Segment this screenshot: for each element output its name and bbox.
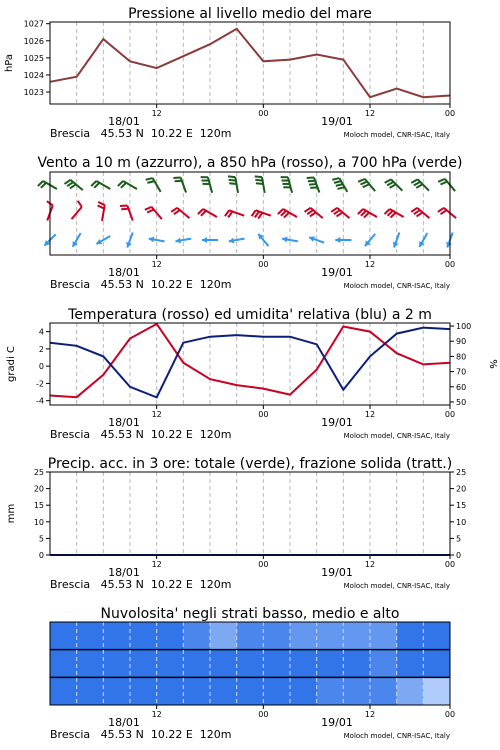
series-line-1 (50, 324, 450, 397)
wind-arrow-head (335, 237, 340, 243)
wind-barb-feather (305, 208, 311, 212)
cloud-cell (130, 677, 157, 705)
cloud-cell (50, 650, 77, 678)
cloud-cell (263, 650, 290, 678)
cloud-cell (130, 650, 157, 678)
wind-barb-feather (440, 182, 447, 185)
y-axis-label: gradi C (6, 346, 17, 382)
x-tick-label: 12 (364, 710, 376, 719)
cloud-cell (263, 677, 290, 705)
wind-barb (145, 207, 162, 219)
cloud-cell (237, 650, 264, 678)
wind-barb-feather (147, 210, 154, 213)
model-credit: Moloch model, CNR-ISAC, Italy (343, 582, 450, 590)
wind-barb-feather (175, 181, 182, 182)
cloud-cell (237, 677, 264, 705)
cloud-cell (157, 650, 184, 678)
x-tick-label: 12 (364, 560, 376, 569)
station-info: Brescia 45.53 N 10.22 E 120m (50, 127, 232, 140)
x-tick-label: 00 (444, 710, 456, 719)
cloud-cell (290, 677, 317, 705)
wind-barb-shaft (235, 177, 238, 193)
station-info: Brescia 45.53 N 10.22 E 120m (50, 278, 232, 291)
wind-barb (358, 179, 375, 191)
y-right-tick-label: 70 (456, 367, 467, 377)
y-tick-label: 1025 (23, 53, 44, 63)
panel-title: Pressione al livello medio del mare (128, 6, 372, 22)
wind-barb-feather (331, 208, 337, 212)
cloud-cell (397, 677, 424, 705)
wind-barb (65, 180, 83, 190)
y-tick-label: 25 (33, 468, 44, 477)
panel-title: Precip. acc. in 3 ore: totale (verde), frazione solida (tratt.) (47, 456, 453, 472)
y-tick-label: 1026 (23, 36, 44, 46)
panel-title: Vento a 10 m (azzurro), a 850 hPa (rosso), a 700 hPa (verde) (37, 155, 463, 171)
wind-barb (255, 176, 265, 193)
wind-barb-shaft (262, 177, 265, 193)
cloud-cell (210, 622, 237, 650)
wind-barb (393, 232, 400, 247)
y-right-tick-label: 100 (456, 322, 472, 332)
x-tick-label: 12 (151, 410, 162, 419)
x-tick-label: 00 (444, 410, 456, 419)
cloud-cell (77, 622, 104, 650)
cloud-cell (183, 650, 210, 678)
wind-barb-feather (228, 176, 235, 177)
cloud-cell (423, 622, 450, 650)
cloud-cell (210, 650, 237, 678)
wind-barb-feather (78, 201, 82, 207)
wind-barb (305, 208, 323, 218)
cloud-cell (237, 622, 264, 650)
wind-barb-feather (438, 179, 445, 182)
wind-barb (332, 178, 347, 192)
date-label: 19/01 (321, 416, 353, 429)
wind-arrow-head (202, 237, 207, 243)
wind-barb (411, 179, 429, 190)
cloud-cell (290, 650, 317, 678)
y-right-tick-label: 25 (456, 468, 467, 477)
wind-barb-feather (385, 179, 391, 183)
wind-barb (438, 179, 455, 191)
wind-barb (38, 181, 57, 189)
plot-frame (50, 472, 450, 555)
y-right-tick-label: 60 (456, 382, 467, 392)
cloud-cell (157, 677, 184, 705)
wind-barb-feather (334, 210, 340, 214)
cloud-cell (397, 622, 424, 650)
station-info: Brescia 45.53 N 10.22 E 120m (50, 728, 232, 741)
wind-barb-feather (337, 212, 343, 216)
wind-barb (173, 177, 186, 192)
cloud-cell (397, 650, 424, 678)
date-label: 18/01 (108, 566, 140, 579)
y-right-tick-label: 50 (456, 397, 467, 407)
wind-barb (146, 178, 161, 192)
date-label: 19/01 (321, 566, 353, 579)
y-right-axis-label: % (487, 359, 498, 369)
wind-barb-feather (67, 182, 73, 186)
cloud-cell (77, 650, 104, 678)
wind-barb (278, 209, 297, 218)
y-right-tick-label: 0 (456, 551, 462, 560)
wind-barb-feather (417, 212, 423, 216)
wind-barb (225, 210, 244, 217)
wind-barb (228, 176, 238, 193)
wind-barb (385, 209, 404, 218)
wind-barb (252, 210, 271, 218)
wind-barb-feather (120, 205, 127, 206)
cloud-cell (423, 650, 450, 678)
panel-title: Temperatura (rosso) ed umidita' relativa (blu) a 2 m (68, 307, 432, 323)
panel-4 (6, 456, 466, 591)
wind-barb (438, 208, 456, 218)
wind-barb-feather (360, 182, 367, 185)
x-tick-label: 12 (151, 560, 162, 569)
wind-barb-feather (411, 179, 417, 183)
date-label: 18/01 (108, 416, 140, 429)
y-tick-label: 2 (38, 344, 44, 354)
x-tick-label: 12 (151, 109, 162, 118)
wind-barb (98, 202, 105, 221)
cloud-cell (317, 622, 344, 650)
y-right-tick-label: 80 (456, 352, 467, 362)
y-right-tick-label: 15 (456, 501, 467, 511)
wind-barb-feather (146, 178, 153, 180)
y-tick-label: 1024 (23, 70, 44, 80)
wind-barb-feather (411, 208, 417, 212)
wind-barb-feather (414, 210, 420, 214)
y-tick-label: 10 (33, 517, 44, 527)
wind-barb-feather (310, 187, 317, 188)
wind-barb-feather (256, 183, 263, 184)
panel-title: Nuvolosita' negli strati basso, medio e alto (100, 606, 400, 622)
y-tick-label: -4 (36, 396, 44, 406)
wind-barb-feather (416, 184, 422, 188)
cloud-cell (317, 650, 344, 678)
cloud-cell (103, 677, 130, 705)
wind-barb (91, 181, 110, 189)
wind-barb (331, 208, 349, 218)
wind-barb (198, 209, 217, 217)
wind-barb-feather (255, 176, 262, 177)
model-credit: Moloch model, CNR-ISAC, Italy (343, 131, 450, 139)
y-tick-label: 0 (38, 551, 44, 560)
x-tick-label: 00 (258, 560, 269, 569)
wind-barb-feather (147, 181, 154, 183)
panel-3 (6, 307, 498, 441)
cloud-cell (183, 622, 210, 650)
wind-barb-feather (390, 184, 396, 188)
cloud-cell (370, 650, 397, 678)
wind-barb (118, 181, 137, 189)
y-tick-label: -2 (36, 379, 44, 389)
cloud-cell (343, 622, 370, 650)
x-tick-label: 12 (364, 109, 376, 118)
wind-barb-feather (309, 184, 316, 185)
cloud-cell (130, 622, 157, 650)
y-right-tick-label: 90 (456, 337, 467, 347)
station-info: Brescia 45.53 N 10.22 E 120m (50, 428, 232, 441)
wind-barb-feather (229, 183, 236, 184)
wind-barb (358, 209, 377, 218)
wind-barb-feather (121, 209, 128, 210)
cloud-cell (317, 677, 344, 705)
y-tick-label: 5 (38, 534, 44, 544)
cloud-cell (343, 677, 370, 705)
wind-barb-feather (145, 207, 152, 210)
wind-barb-feather (173, 177, 180, 178)
x-tick-label: 00 (258, 410, 269, 419)
cloud-cell (370, 677, 397, 705)
y-tick-label: 15 (33, 501, 44, 511)
wind-barb-feather (310, 212, 316, 216)
y-tick-label: 0 (38, 362, 44, 372)
panel-5 (50, 606, 455, 741)
y-right-tick-label: 20 (456, 484, 467, 494)
x-tick-label: 00 (258, 109, 269, 118)
cloud-cell (50, 677, 77, 705)
date-label: 18/01 (108, 716, 140, 729)
wind-barb-feather (98, 205, 105, 208)
wind-barb-feather (334, 181, 341, 183)
wind-barb-feather (332, 178, 339, 180)
x-tick-label: 12 (151, 710, 162, 719)
y-tick-label: 4 (38, 327, 44, 337)
cloud-cell (370, 622, 397, 650)
x-tick-label: 00 (444, 260, 456, 269)
wind-barb-feather (308, 181, 315, 182)
cloud-cell (423, 677, 450, 705)
y-axis-label: mm (6, 503, 17, 524)
cloud-cell (183, 677, 210, 705)
x-tick-label: 12 (364, 410, 376, 419)
wind-barb-feather (70, 184, 76, 188)
wind-barb (446, 232, 453, 247)
x-tick-label: 00 (444, 560, 456, 569)
wind-barb (307, 177, 320, 192)
wind-barb-feather (441, 210, 447, 214)
y-right-tick-label: 10 (456, 517, 467, 527)
date-label: 18/01 (108, 266, 140, 279)
x-tick-label: 00 (258, 710, 269, 719)
wind-barb (411, 208, 429, 218)
x-tick-label: 00 (258, 260, 269, 269)
cloud-cell (290, 622, 317, 650)
cloud-cell (77, 677, 104, 705)
wind-barb-feather (336, 184, 343, 186)
cloud-cell (343, 650, 370, 678)
series-line-1 (50, 29, 450, 97)
cloud-cell (103, 650, 130, 678)
x-tick-label: 12 (151, 260, 162, 269)
wind-barb-feather (438, 208, 444, 212)
model-credit: Moloch model, CNR-ISAC, Italy (343, 432, 450, 440)
model-credit: Moloch model, CNR-ISAC, Italy (343, 282, 450, 290)
wind-barb (126, 232, 133, 247)
wind-barb-feather (307, 177, 314, 178)
panel-2 (37, 155, 462, 291)
x-tick-label: 00 (444, 109, 456, 118)
panel-1 (4, 6, 455, 140)
wind-barb (171, 208, 189, 218)
y-tick-label: 20 (33, 484, 44, 494)
cloud-cell (103, 622, 130, 650)
wind-barb-feather (414, 182, 420, 186)
y-tick-label: 1023 (23, 88, 44, 98)
wind-barb (120, 205, 133, 220)
wind-barb-feather (229, 180, 236, 181)
wind-barb-feather (171, 208, 177, 212)
wind-barb-feather (174, 210, 180, 214)
y-right-tick-label: 5 (456, 534, 462, 544)
station-info: Brescia 45.53 N 10.22 E 120m (50, 578, 232, 591)
date-label: 19/01 (321, 266, 353, 279)
date-label: 19/01 (321, 716, 353, 729)
cloud-cell (263, 622, 290, 650)
date-label: 18/01 (108, 115, 140, 128)
cloud-cell (50, 622, 77, 650)
wind-barb-feather (363, 184, 370, 187)
x-tick-label: 12 (364, 260, 376, 269)
wind-barb-feather (65, 180, 71, 184)
wind-barb-feather (387, 182, 393, 186)
y-axis-label: hPa (4, 53, 15, 73)
date-label: 19/01 (321, 115, 353, 128)
y-tick-label: 1027 (23, 19, 44, 29)
cloud-cell (157, 622, 184, 650)
wind-barb-feather (358, 179, 365, 182)
wind-barb-feather (255, 180, 262, 181)
wind-barb (385, 179, 403, 190)
model-credit: Moloch model, CNR-ISAC, Italy (343, 732, 450, 740)
wind-barb-feather (307, 210, 313, 214)
cloud-cell (210, 677, 237, 705)
